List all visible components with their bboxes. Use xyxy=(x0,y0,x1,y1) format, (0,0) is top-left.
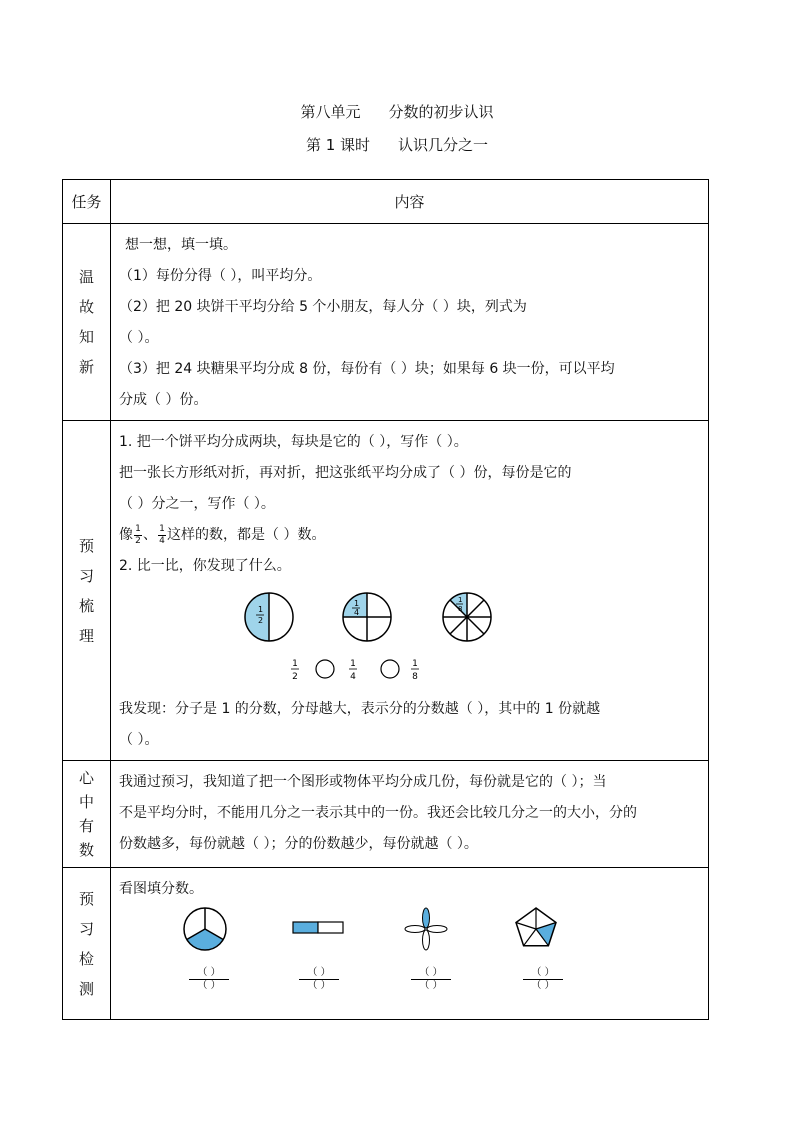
preview-p1[interactable]: 1. 把一个饼平均分成两块，每块是它的（ ），写作（ ）。 xyxy=(119,434,468,450)
check-flower-quarters xyxy=(405,908,447,950)
label-char: 新 xyxy=(78,358,94,376)
compare-quarter-num: 1 xyxy=(350,659,356,669)
fraction-num: 1 xyxy=(135,523,141,534)
p3-prefix: 像 xyxy=(119,527,133,543)
header-task: 任务 xyxy=(63,180,111,224)
review-label xyxy=(63,224,111,421)
preview-p2b[interactable]: （ ）分之一，写作（ ）。 xyxy=(119,496,275,512)
fraction-quarter xyxy=(158,525,166,546)
review-q1[interactable]: （1）每份分得（ ），叫平均分。 xyxy=(119,268,322,284)
circle-quarter-num: 1 xyxy=(354,599,360,608)
check-rect-halves xyxy=(293,922,343,933)
compare-eighth-num: 1 xyxy=(412,659,418,669)
compare-eighth-den: 8 xyxy=(412,672,418,682)
unit-heading xyxy=(0,101,794,122)
review-row xyxy=(63,224,709,421)
compare-quarter-den: 4 xyxy=(350,672,356,682)
label-char: 数 xyxy=(78,841,94,859)
blank-bottom[interactable]: （ ） xyxy=(419,980,443,991)
lesson-title: 认识几分之一 xyxy=(398,136,489,154)
label-char: 中 xyxy=(78,793,94,811)
circle-eighth xyxy=(443,593,491,641)
label-char: 知 xyxy=(78,328,94,346)
fraction-num: 1 xyxy=(159,523,165,534)
blank-top[interactable]: （ ） xyxy=(531,967,555,978)
preview-p3[interactable] xyxy=(119,520,702,551)
label-char: 梳 xyxy=(78,596,94,615)
review-content xyxy=(111,224,709,421)
fraction-circles xyxy=(119,582,702,648)
lesson-heading xyxy=(0,134,794,155)
compare-half-num: 1 xyxy=(292,659,298,669)
circle-eighth-den: 8 xyxy=(458,605,463,613)
check-pentagon-fifths xyxy=(516,908,556,946)
check-row xyxy=(63,868,709,1020)
mind-line-3[interactable]: 份数越多，每份就越（ ）；分的份数越少，每份就越（ ）。 xyxy=(119,836,478,852)
review-intro: 想一想，填一填。 xyxy=(125,237,237,253)
check-circle-thirds xyxy=(184,908,226,950)
preview-label xyxy=(63,421,111,761)
answer-blank-1[interactable] xyxy=(189,967,229,992)
p3-separator: 、 xyxy=(143,527,157,543)
circle-eighth-num: 1 xyxy=(458,596,463,604)
preview-p2a[interactable]: 把一张长方形纸对折，再对折，把这张纸平均分成了（ ）份，每份是它的 xyxy=(119,465,572,481)
circles-svg xyxy=(119,582,709,648)
preview-row xyxy=(63,421,709,761)
blank-bottom[interactable]: （ ） xyxy=(307,980,331,991)
review-q2b[interactable]: （ ）。 xyxy=(119,330,159,346)
lesson-number: 第 1 课时 xyxy=(305,136,371,154)
mind-label xyxy=(63,761,111,868)
mind-line-1[interactable]: 我通过预习，我知道了把一个图形或物体平均分成几份，每份就是它的（ ）；当 xyxy=(119,774,607,790)
label-char: 习 xyxy=(78,919,94,938)
preview-find-a[interactable]: 我发现：分子是 1 的分数，分母越大，表示分的分数越（ ），其中的 1 份就越 xyxy=(119,701,601,717)
label-char: 预 xyxy=(78,889,94,908)
fraction-den: 4 xyxy=(159,535,165,546)
answer-blank-4[interactable] xyxy=(523,967,563,992)
review-q3b[interactable]: 分成（ ）份。 xyxy=(119,392,208,408)
unit-title: 分数的初步认识 xyxy=(388,103,494,121)
label-char: 测 xyxy=(78,979,94,998)
review-q3a[interactable]: （3）把 24 块糖果平均分成 8 份，每份有（ ）块；如果每 6 块一份，可以平均 xyxy=(119,361,615,377)
fraction-compare xyxy=(119,648,702,694)
blank-top[interactable]: （ ） xyxy=(197,967,221,978)
check-figures xyxy=(119,905,702,1015)
circle-half-den: 2 xyxy=(258,616,264,625)
compare-blank-1[interactable] xyxy=(316,660,334,678)
circle-quarter xyxy=(343,593,391,641)
compare-half-den: 2 xyxy=(292,672,298,682)
blank-bottom[interactable]: （ ） xyxy=(531,980,555,991)
compare-svg xyxy=(119,648,709,694)
blank-bottom[interactable]: （ ） xyxy=(197,980,221,991)
label-char: 故 xyxy=(78,298,94,316)
label-char: 理 xyxy=(78,626,94,645)
check-content xyxy=(111,868,709,1020)
fraction-den: 2 xyxy=(135,535,141,546)
circle-quarter-den: 4 xyxy=(354,608,360,617)
p3-suffix: 这样的数，都是（ ）数。 xyxy=(167,527,326,543)
blank-top[interactable]: （ ） xyxy=(307,967,331,978)
blank-top[interactable]: （ ） xyxy=(419,967,443,978)
mind-line-2: 不是平均分时，不能用几分之一表示其中的一份。我还会比较几分之一的大小，分的 xyxy=(119,805,637,821)
preview-content xyxy=(111,421,709,761)
answer-blank-2[interactable] xyxy=(299,967,339,992)
answer-blank-3[interactable] xyxy=(411,967,451,992)
mind-content xyxy=(111,761,709,868)
label-char: 温 xyxy=(78,268,94,286)
review-q2a[interactable]: （2）把 20 块饼干平均分给 5 个小朋友，每人分（ ）块，列式为 xyxy=(119,299,527,315)
worksheet-table xyxy=(62,179,709,1020)
compare-blank-2[interactable] xyxy=(381,660,399,678)
label-char: 习 xyxy=(78,566,94,585)
preview-find-b[interactable]: （ ）。 xyxy=(119,732,159,748)
label-char: 检 xyxy=(78,949,94,968)
unit-number: 第八单元 xyxy=(300,103,361,121)
fraction-half xyxy=(134,525,142,546)
preview-p4: 2. 比一比，你发现了什么。 xyxy=(119,558,291,574)
label-char: 预 xyxy=(78,536,94,555)
header-content: 内容 xyxy=(111,180,709,224)
circle-half-num: 1 xyxy=(258,605,264,614)
label-char: 有 xyxy=(78,817,94,835)
check-intro: 看图填分数。 xyxy=(119,881,203,897)
circle-half xyxy=(245,593,293,641)
table-header-row xyxy=(63,180,709,224)
check-label xyxy=(63,868,111,1020)
label-char: 心 xyxy=(78,769,94,787)
mind-row xyxy=(63,761,709,868)
